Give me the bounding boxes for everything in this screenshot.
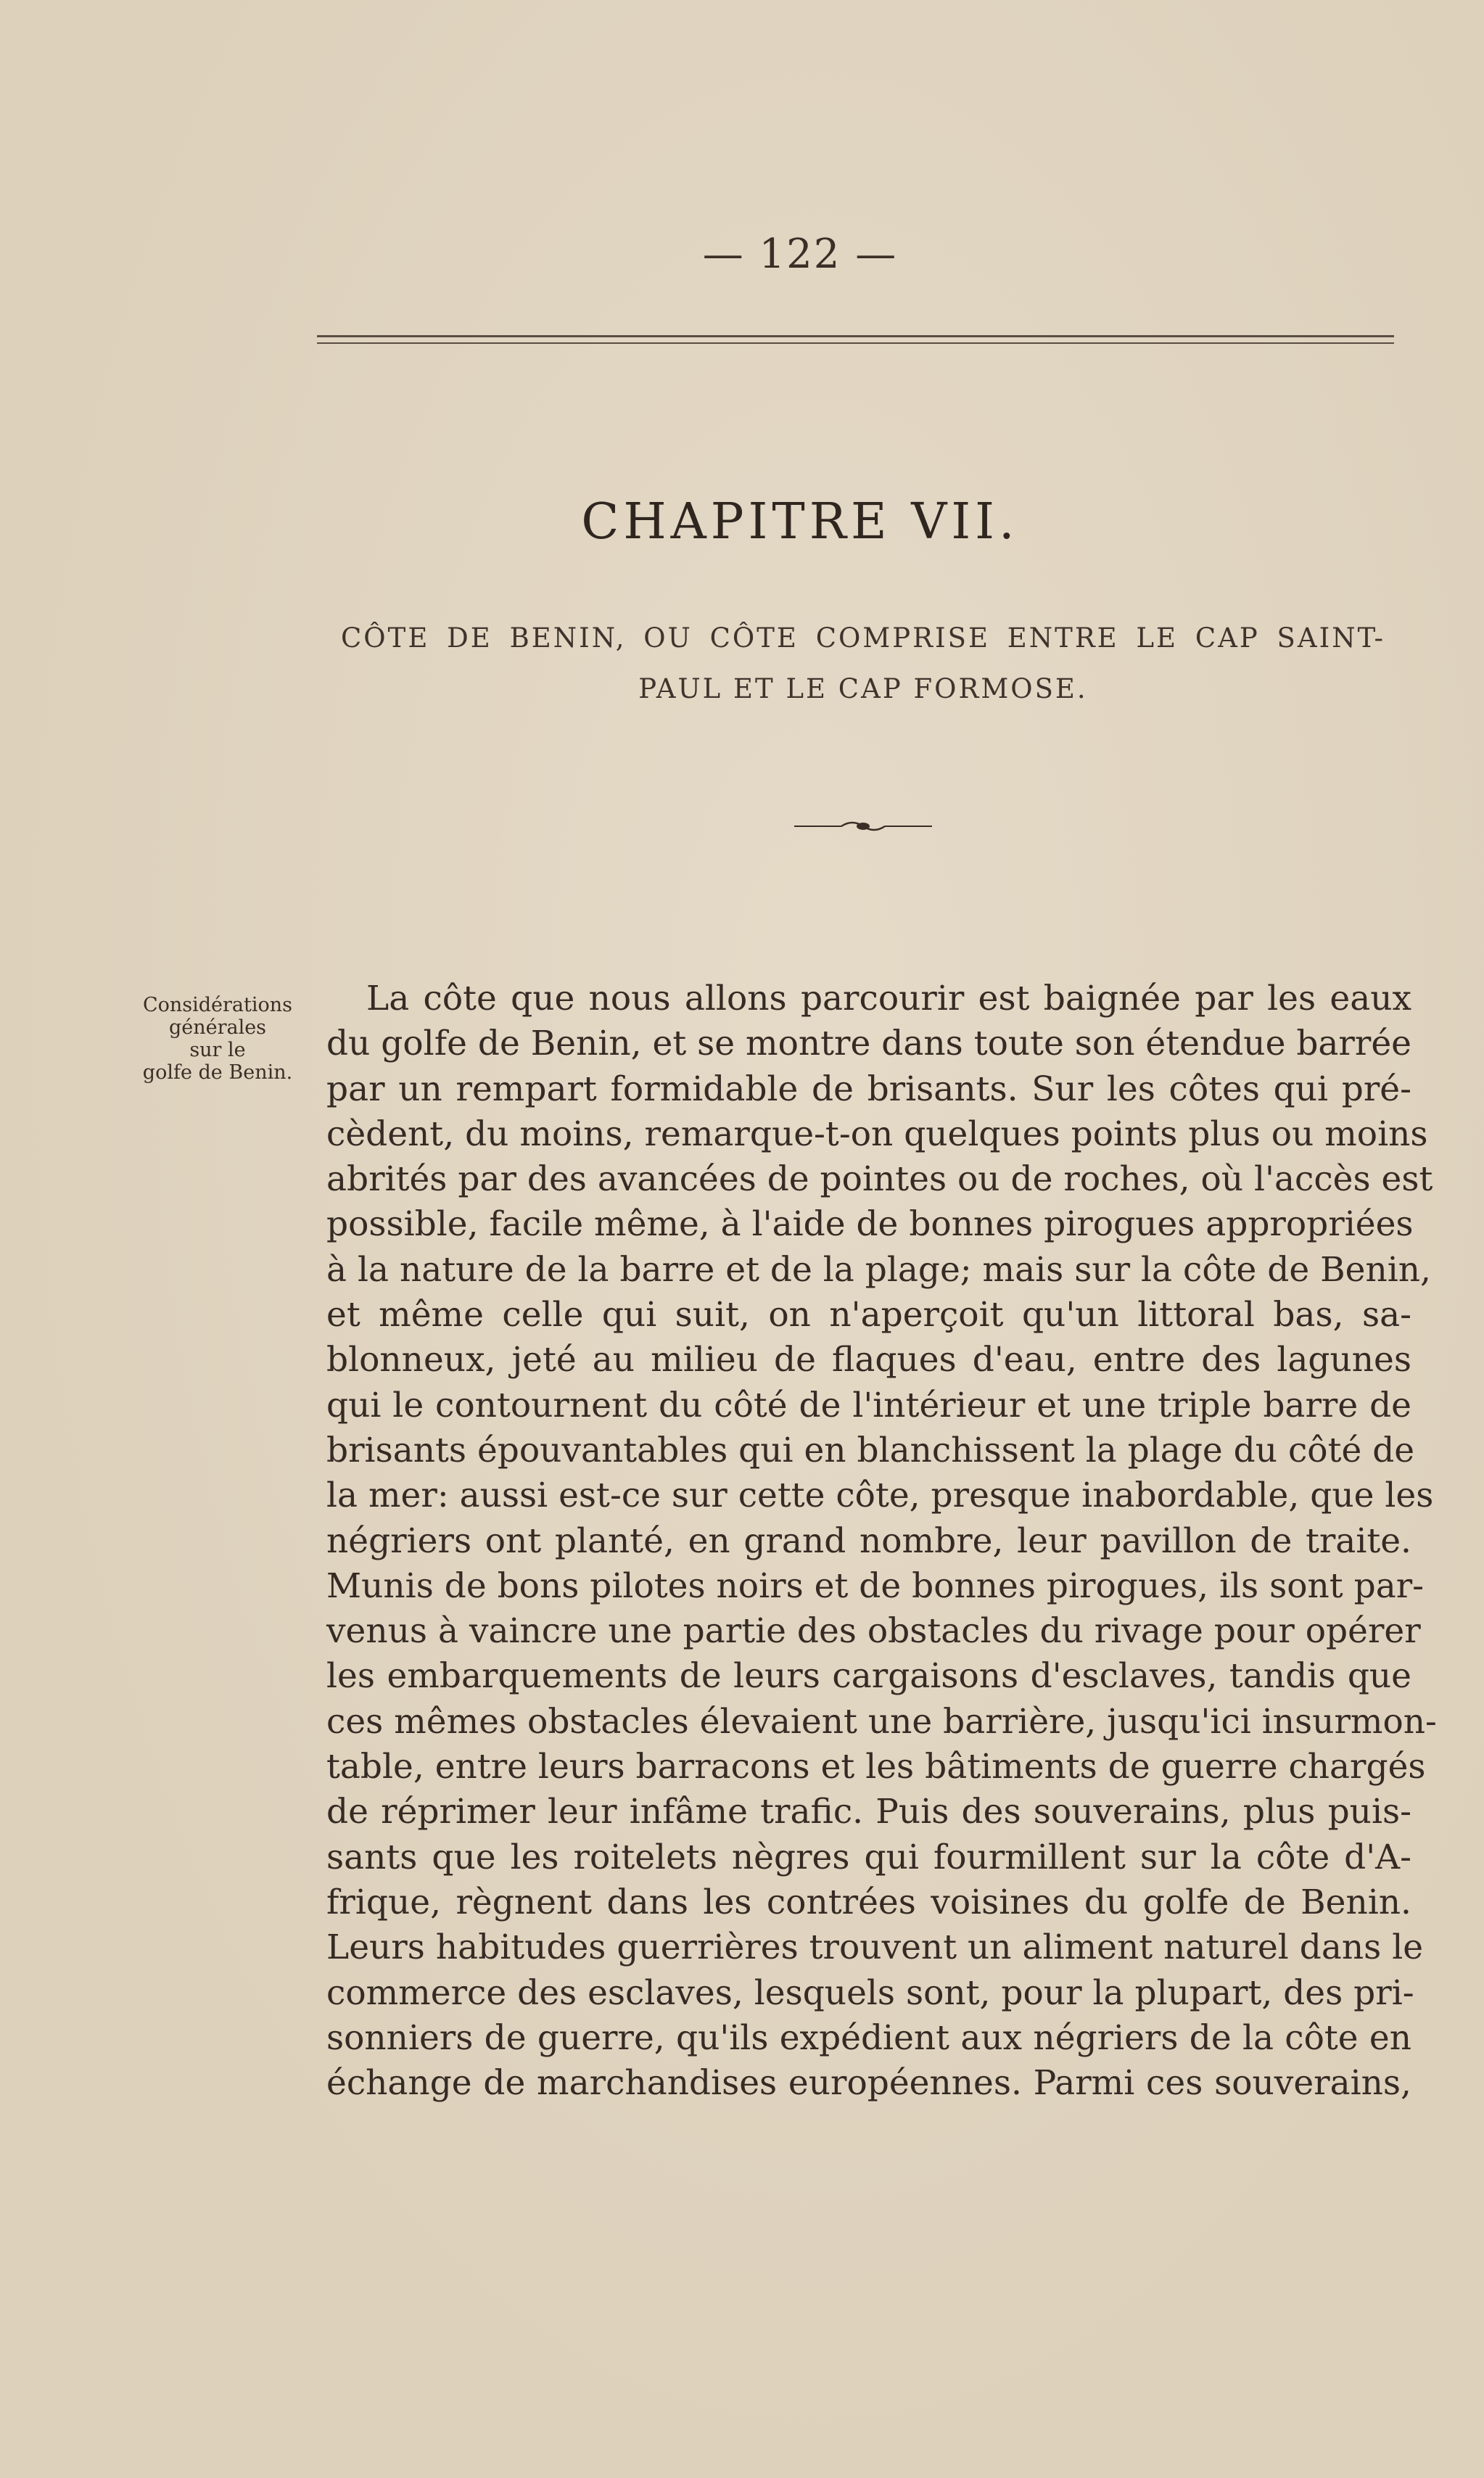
text-line: qui le contournent du côté de l'intérieur et une triple barre de [326, 1385, 1411, 1425]
margin-note-line: Considérations [142, 994, 293, 1016]
chapter-subtitle-line-2: PAUL ET LE CAP FORMOSE. [638, 673, 1088, 704]
margin-note-line: sur le [189, 1039, 246, 1061]
header-rule-thick [317, 335, 1394, 337]
text-line: la mer: aussi est-ce sur cette côte, presque inabordable, que les [326, 1475, 1434, 1516]
text-line: sants que les roitelets nègres qui fourmillent sur la côte d'A- [326, 1837, 1411, 1877]
text-line: à la nature de la barre et de la plage; mais sur la côte de Benin, [326, 1249, 1431, 1290]
text-line: blonneux, jeté au milieu de flaques d'eau, entre des lagunes [326, 1340, 1411, 1380]
text-line: possible, facile même, à l'aide de bonnes pirogues appropriées [326, 1204, 1414, 1245]
text-line: échange de marchandises européennes. Parmi ces souverains, [326, 2063, 1411, 2104]
text-line: les embarquements de leurs cargaisons d'esclaves, tandis que [326, 1656, 1411, 1697]
text-line: sonniers de guerre, qu'ils expédient aux négriers de la côte en [326, 2017, 1411, 2058]
text-line: et même celle qui suit, on n'aperçoit qu'un littoral bas, sa- [326, 1295, 1411, 1335]
text-line: abrités par des avancées de pointes ou de roches, où l'accès est [326, 1159, 1433, 1200]
text-line: Munis de bons pilotes noirs et de bonnes pirogues, ils sont par- [326, 1565, 1425, 1606]
text-line: table, entre leurs barracons et les bâtiments de guerre chargés [326, 1747, 1426, 1787]
text-line: frique, règnent dans les contrées voisines du golfe de Benin. [326, 1882, 1411, 1922]
body-paragraph [326, 976, 1437, 2106]
margin-note-line: générales [168, 1016, 267, 1039]
text-line: négriers ont planté, en grand nombre, leur pavillon de traite. [326, 1520, 1411, 1561]
text-line: brisants épouvantables qui en blanchissent la plage du côté de [326, 1430, 1415, 1470]
text-line: ces mêmes obstacles élevaient une barrière, jusqu'ici insurmon- [326, 1701, 1437, 1742]
margin-note [123, 994, 312, 1084]
text-line: du golfe de Benin, et se montre dans toute son étendue barrée [326, 1024, 1411, 1064]
text-line: cèdent, du moins, remarque-t-on quelques points plus ou moins [326, 1114, 1428, 1154]
text-line: La côte que nous allons parcourir est baignée par les eaux [366, 979, 1411, 1018]
ornament-divider-icon [791, 816, 936, 836]
text-line: par un rempart formidable de brisants. Sur les côtes qui pré- [326, 1069, 1411, 1109]
margin-note-line: golfe de Benin. [142, 1061, 293, 1084]
chapter-subtitle-line-1: CÔTE DE BENIN, OU CÔTE COMPRISE ENTRE LE CAP SAINT- [341, 622, 1385, 654]
page-number: — 122 — [702, 231, 898, 278]
text-line: Leurs habitudes guerrières trouvent un aliment naturel dans le [326, 1927, 1424, 1968]
text-line: commerce des esclaves, lesquels sont, pour la plupart, des pri- [326, 1972, 1414, 2013]
header-rule-thin [317, 342, 1394, 344]
text-line: de réprimer leur infâme trafic. Puis des souverains, plus puis- [326, 1792, 1411, 1832]
chapter-title: CHAPITRE VII. [581, 493, 1019, 551]
text-line: venus à vaincre une partie des obstacles du rivage pour opérer [326, 1611, 1421, 1652]
